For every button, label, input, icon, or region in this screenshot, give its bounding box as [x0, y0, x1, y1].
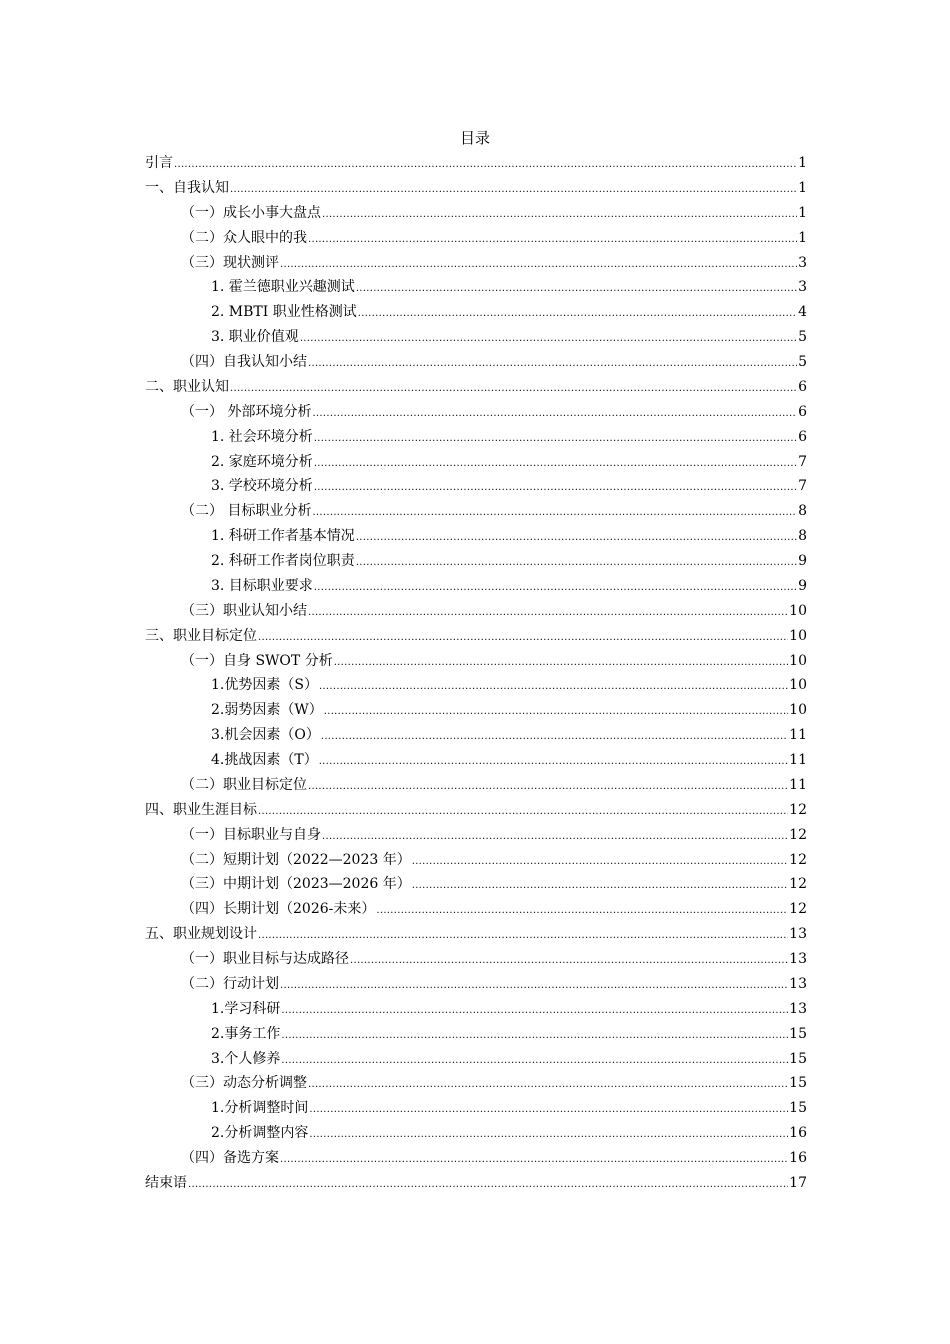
toc-entry-text: 1.分析调整时间	[211, 1100, 309, 1117]
toc-page-number: 8	[798, 528, 807, 545]
toc-entry[interactable]	[145, 549, 807, 574]
toc-page-number: 10	[789, 652, 807, 669]
toc-entry-text: 2.分析调整内容	[211, 1125, 309, 1142]
toc-entry-text: 1.优势因素（S）	[211, 677, 318, 694]
toc-entry-text: （三）动态分析调整	[181, 1075, 307, 1092]
toc-entry[interactable]	[145, 773, 807, 798]
toc-entry[interactable]	[145, 524, 807, 549]
toc-dot-leader	[309, 1098, 788, 1123]
toc-entry-text: 2. 科研工作者岗位职责	[211, 553, 355, 569]
toc-page-number: 1	[798, 229, 807, 246]
toc-entry[interactable]	[145, 350, 807, 375]
toc-page-number: 11	[789, 776, 807, 793]
toc-dot-leader	[412, 850, 788, 875]
toc-entry[interactable]	[145, 897, 807, 922]
toc-entry[interactable]	[145, 624, 807, 649]
toc-entry[interactable]	[145, 972, 807, 997]
toc-entry[interactable]	[145, 574, 807, 599]
toc-dot-leader	[308, 228, 797, 253]
toc-entry-text: （二）众人眼中的我	[181, 229, 307, 246]
toc-entry-text: （三）现状测评	[181, 254, 279, 271]
toc-page-number: 10	[789, 702, 807, 719]
toc-entry-text: （一）成长小事大盘点	[181, 204, 321, 221]
toc-entry[interactable]	[145, 848, 807, 873]
toc-entry-text: 二、职业认知	[145, 378, 229, 395]
toc-entry[interactable]	[145, 748, 807, 773]
toc-entry[interactable]	[145, 922, 807, 947]
toc-page-number: 10	[789, 602, 807, 619]
toc-page-number: 5	[798, 354, 807, 370]
toc-page-number: 15	[789, 1100, 807, 1117]
toc-dot-leader	[356, 551, 797, 576]
toc-dot-leader	[258, 626, 788, 651]
toc-page-number: 9	[798, 553, 807, 569]
toc-page-number: 13	[789, 1000, 807, 1017]
table-of-contents	[145, 151, 807, 1196]
toc-page-number: 13	[789, 926, 807, 943]
toc-page-number: 10	[789, 677, 807, 694]
toc-page-number: 8	[798, 503, 807, 520]
toc-dot-leader	[281, 999, 788, 1024]
toc-page-number: 3	[798, 254, 807, 271]
toc-entry-text: （四）长期计划（2026-未来）	[181, 901, 376, 918]
toc-dot-leader	[356, 277, 797, 302]
toc-page-number: 5	[798, 329, 807, 346]
toc-entry[interactable]	[145, 1096, 807, 1121]
toc-dot-leader	[314, 452, 797, 477]
toc-entry[interactable]	[145, 499, 807, 524]
toc-entry[interactable]	[145, 997, 807, 1022]
toc-dot-leader	[230, 178, 797, 203]
toc-page-number: 12	[789, 851, 807, 868]
toc-page-number: 15	[789, 1025, 807, 1042]
toc-dot-leader	[308, 601, 788, 626]
toc-entry-text: （四）自我认知小结	[181, 354, 307, 370]
toc-entry[interactable]	[145, 1022, 807, 1047]
toc-entry[interactable]	[145, 1047, 807, 1072]
toc-dot-leader	[350, 949, 788, 974]
toc-entry[interactable]	[145, 823, 807, 848]
toc-dot-leader	[312, 402, 797, 427]
toc-entry[interactable]	[145, 599, 807, 624]
toc-dot-leader	[314, 576, 797, 601]
toc-dot-leader	[188, 1173, 788, 1198]
toc-entry[interactable]	[145, 151, 807, 176]
toc-entry[interactable]	[145, 1121, 807, 1146]
toc-entry-text: （二） 目标职业分析	[181, 503, 312, 520]
toc-entry[interactable]	[145, 176, 807, 201]
toc-entry[interactable]	[145, 798, 807, 823]
toc-dot-leader	[280, 253, 797, 278]
toc-entry[interactable]	[145, 673, 807, 698]
toc-page-number: 11	[789, 752, 807, 768]
toc-dot-leader	[322, 825, 788, 850]
toc-dot-leader	[308, 1073, 788, 1098]
toc-page-number: 12	[789, 901, 807, 918]
toc-dot-leader	[412, 874, 788, 899]
toc-page-number: 3	[798, 279, 807, 296]
toc-page-number: 10	[789, 627, 807, 644]
toc-entry[interactable]	[145, 474, 807, 499]
toc-entry-text: 2.弱势因素（W）	[211, 702, 323, 719]
toc-entry[interactable]	[145, 325, 807, 350]
toc-entry-text: （三）职业认知小结	[181, 602, 307, 619]
toc-page-number: 15	[789, 1075, 807, 1092]
toc-page-number: 12	[789, 826, 807, 843]
toc-dot-leader	[281, 1024, 788, 1049]
toc-entry[interactable]	[145, 947, 807, 972]
toc-page-number: 7	[798, 453, 807, 470]
toc-entry-text: （三）中期计划（2023—2026 年）	[181, 876, 411, 893]
toc-entry-text: 三、职业目标定位	[145, 627, 257, 644]
toc-page-number: 17	[789, 1174, 807, 1191]
toc-dot-leader	[356, 526, 797, 551]
toc-page-number: 13	[789, 951, 807, 967]
toc-dot-leader	[281, 1049, 788, 1074]
toc-entry[interactable]	[145, 275, 807, 300]
toc-page-number: 1	[798, 155, 807, 171]
toc-dot-leader	[324, 700, 788, 725]
toc-page-number: 6	[798, 428, 807, 445]
toc-page-number: 6	[798, 378, 807, 395]
toc-page-number: 4	[798, 304, 807, 321]
toc-page-number: 1	[798, 204, 807, 221]
toc-entry-text: 2. 家庭环境分析	[211, 453, 313, 470]
toc-entry-text: （一）自身 SWOT 分析	[181, 652, 333, 669]
toc-entry-text: 3. 职业价值观	[211, 329, 299, 346]
toc-dot-leader	[314, 476, 797, 501]
toc-entry[interactable]	[145, 400, 807, 425]
toc-dot-leader	[300, 327, 797, 352]
toc-dot-leader	[312, 501, 797, 526]
toc-dot-leader	[358, 302, 797, 327]
toc-title: 目录	[459, 129, 490, 147]
toc-entry[interactable]	[145, 1171, 807, 1196]
toc-dot-leader	[258, 924, 788, 949]
toc-dot-leader	[376, 899, 788, 924]
toc-entry-text: 结束语	[145, 1174, 187, 1191]
toc-entry-text: （二）行动计划	[181, 975, 279, 992]
toc-page-number: 12	[789, 876, 807, 893]
toc-dot-leader	[319, 675, 788, 700]
toc-entry[interactable]	[145, 450, 807, 475]
toc-entry[interactable]	[145, 226, 807, 251]
toc-entry-text: 1. 社会环境分析	[211, 428, 313, 445]
toc-page-number: 1	[798, 179, 807, 196]
toc-entry-text: 3.个人修养	[211, 1050, 281, 1067]
toc-dot-leader	[314, 427, 797, 452]
toc-entry[interactable]	[145, 723, 807, 748]
toc-entry[interactable]	[145, 872, 807, 897]
toc-entry-text: 3.机会因素（O）	[211, 727, 320, 744]
toc-entry-text: 1.学习科研	[211, 1000, 281, 1017]
toc-dot-leader	[319, 750, 788, 775]
toc-entry-text: 一、自我认知	[145, 179, 229, 196]
toc-dot-leader	[280, 974, 788, 999]
toc-entry[interactable]	[145, 251, 807, 276]
toc-entry-text: 3. 学校环境分析	[211, 478, 313, 495]
toc-page-number: 7	[798, 478, 807, 495]
toc-dot-leader	[322, 203, 797, 228]
toc-dot-leader	[309, 1123, 788, 1148]
toc-entry-text: （二）职业目标定位	[181, 776, 307, 793]
toc-entry[interactable]	[145, 698, 807, 723]
toc-entry[interactable]	[145, 425, 807, 450]
toc-dot-leader	[308, 352, 797, 377]
toc-entry[interactable]	[145, 649, 807, 674]
toc-dot-leader	[258, 800, 788, 825]
toc-page-number: 13	[789, 975, 807, 992]
toc-page-number: 15	[789, 1050, 807, 1067]
toc-entry-text: 4.挑战因素（T）	[211, 752, 318, 768]
toc-entry-text: （二）短期计划（2022—2023 年）	[181, 851, 411, 868]
toc-dot-leader	[280, 1148, 788, 1173]
toc-entry-text: （四）备选方案	[181, 1150, 279, 1166]
toc-entry[interactable]	[145, 1146, 807, 1171]
toc-entry-text: 2. MBTI 职业性格测试	[211, 304, 357, 321]
toc-page-number: 9	[798, 577, 807, 594]
toc-page-number: 16	[789, 1125, 807, 1142]
toc-entry-text: 1. 霍兰德职业兴趣测试	[211, 279, 355, 296]
toc-entry[interactable]	[145, 201, 807, 226]
toc-dot-leader	[334, 651, 788, 676]
toc-entry-text: 四、职业生涯目标	[145, 801, 257, 818]
toc-entry-text: 2.事务工作	[211, 1025, 281, 1042]
toc-page-number: 16	[789, 1150, 807, 1166]
toc-page-number: 6	[798, 403, 807, 420]
toc-entry-text: 五、职业规划设计	[145, 926, 257, 943]
toc-entry-text: （一）职业目标与达成路径	[181, 951, 349, 967]
toc-entry-text: （一）目标职业与自身	[181, 826, 321, 843]
toc-entry[interactable]	[145, 300, 807, 325]
toc-dot-leader	[174, 153, 797, 178]
toc-entry[interactable]	[145, 375, 807, 400]
toc-dot-leader	[321, 725, 788, 750]
toc-entry[interactable]	[145, 1071, 807, 1096]
toc-page-number: 12	[789, 801, 807, 818]
toc-page-number: 11	[789, 727, 807, 744]
toc-entry-text: 引言	[145, 155, 173, 171]
toc-dot-leader	[230, 377, 797, 402]
toc-dot-leader	[308, 775, 788, 800]
toc-entry-text: （一） 外部环境分析	[181, 403, 312, 420]
toc-entry-text: 3. 目标职业要求	[211, 577, 313, 594]
toc-entry-text: 1. 科研工作者基本情况	[211, 528, 355, 545]
